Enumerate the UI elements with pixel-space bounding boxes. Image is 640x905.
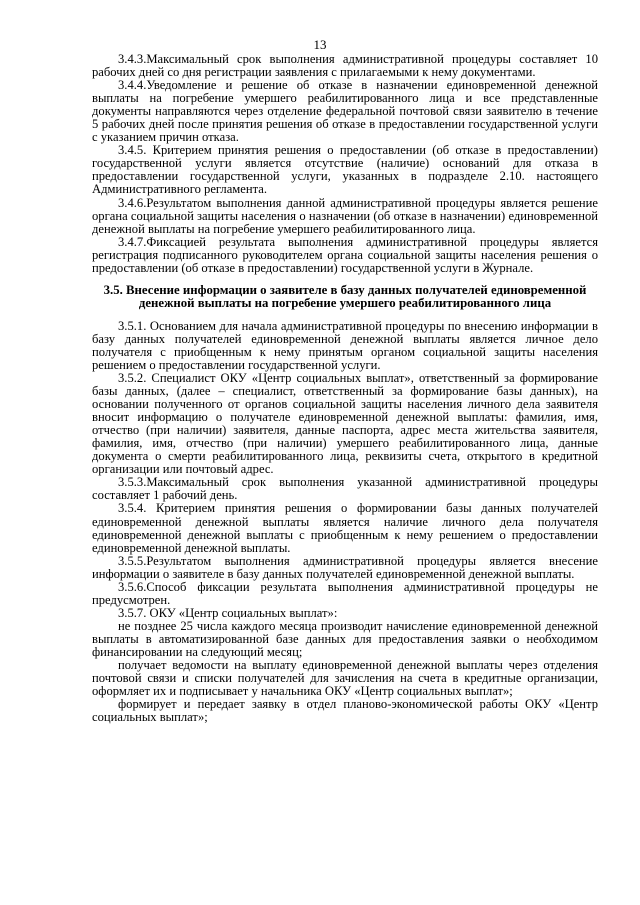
section-title-3-5: 3.5. Внесение информации о заявителе в базу данных получателей единовременной денежной выплаты на погребение умершего реабилитированного лица xyxy=(103,282,587,310)
page-number: 13 xyxy=(313,37,327,52)
paragraph-3-4-4: 3.4.4.Уведомление и решение об отказе в назначении единовременной денежной выплаты на погребение умершего реабилитированного лица и все представленные документы направляются через отделение федеральной почтовой связи заявителю в течение 5 рабочих дней после принятия решения об отказе в предоставлении государственной услуги с указанием причин отказа. xyxy=(92,78,598,145)
paragraph-3-5-3: 3.5.3.Максимальный срок выполнения указанной административной процедуры составляет 1 рабочий день. xyxy=(92,475,598,503)
paragraph-3-4-6: 3.4.6.Результатом выполнения данной административной процедуры является решение органа социальной защиты населения о назначении (об отказе в назначении) единовременной денежной выплаты на погребение умершего реабилитированного лица. xyxy=(92,195,598,236)
paragraph-3-5-5: 3.5.5.Результатом выполнения административной процедуры является внесение информации о заявителе в базу данных получателей единовременной денежной выплаты. xyxy=(92,553,598,581)
paragraph-3-5-4: 3.5.4. Критерием принятия решения о формировании базы данных получателей единовременной денежной выплаты является наличие личного дела получателя единовременной денежной выплаты с приобщенным к нему решением о предоставлении единовременной денежной выплаты. xyxy=(92,501,598,555)
document-body xyxy=(92,53,598,724)
list-item-request: формирует и передает заявку в отдел планово-экономической работы ОКУ «Центр социальных выплат»; xyxy=(92,697,598,725)
paragraph-3-4-7: 3.4.7.Фиксацией результата выполнения административной процедуры является регистрация подписанного руководителем органа социальной защиты населения решения о предоставлении (об отказе в предоставлении) государственной услуги в Журнале. xyxy=(92,234,598,275)
paragraph-3-4-5: 3.4.5. Критерием принятия решения о предоставлении (об отказе в предоставлении) государственной услуги является отсутствие (наличие) оснований для отказа в предоставлении государственной услуги, указанных в подразделе 2.10. настоящего Административного регламента. xyxy=(92,143,598,197)
list-item-statements: получает ведомости на выплату единовременной денежной выплаты через отделения почтовой связи и списки получателей для зачисления на счета в кредитные организации, оформляет их и подписывает у начальника ОКУ «Центр социальных выплат»; xyxy=(92,658,598,699)
paragraph-3-5-7: 3.5.7. ОКУ «Центр социальных выплат»: xyxy=(118,605,338,620)
paragraph-3-5-2: 3.5.2. Специалист ОКУ «Центр социальных выплат», ответственный за формирование базы данных, (далее – специалист, ответственный за формирование базы данных), на основании полученного от органов социальной защиты населения личного дела заявителя вносит информацию о получателе единовременной денежной выплаты: фамилия, имя, отчество (при наличии) заявителя, данные паспорта, адрес места жительства заявителя, фамилия, имя, отчество (при наличии) умершего реабилитированного лица, данные документа о смерти реабилитированного лица, реквизиты счета, открытого в кредитной организации или почтовый адрес. xyxy=(92,370,598,477)
list-item-accrual: не позднее 25 числа каждого месяца производит начисление единовременной денежной выплаты в автоматизированной базе данных для предоставления заявки о необходимом финансировании на следующий месяц; xyxy=(92,618,598,659)
paragraph-3-5-1: 3.5.1. Основанием для начала административной процедуры по внесению информации в базу данных получателей единовременной денежной выплаты является личное дело получателя с приобщенным к нему принятым органом социальной защиты населения решением о предоставлении государственной услуги. xyxy=(92,318,598,372)
paragraph-3-5-6: 3.5.6.Способ фиксации результата выполнения административной процедуры не предусмотрен. xyxy=(92,579,598,607)
paragraph-3-4-3: 3.4.3.Максимальный срок выполнения административной процедуры составляет 10 рабочих дней со дня регистрации заявления с прилагаемыми к нему документами. xyxy=(92,52,598,80)
